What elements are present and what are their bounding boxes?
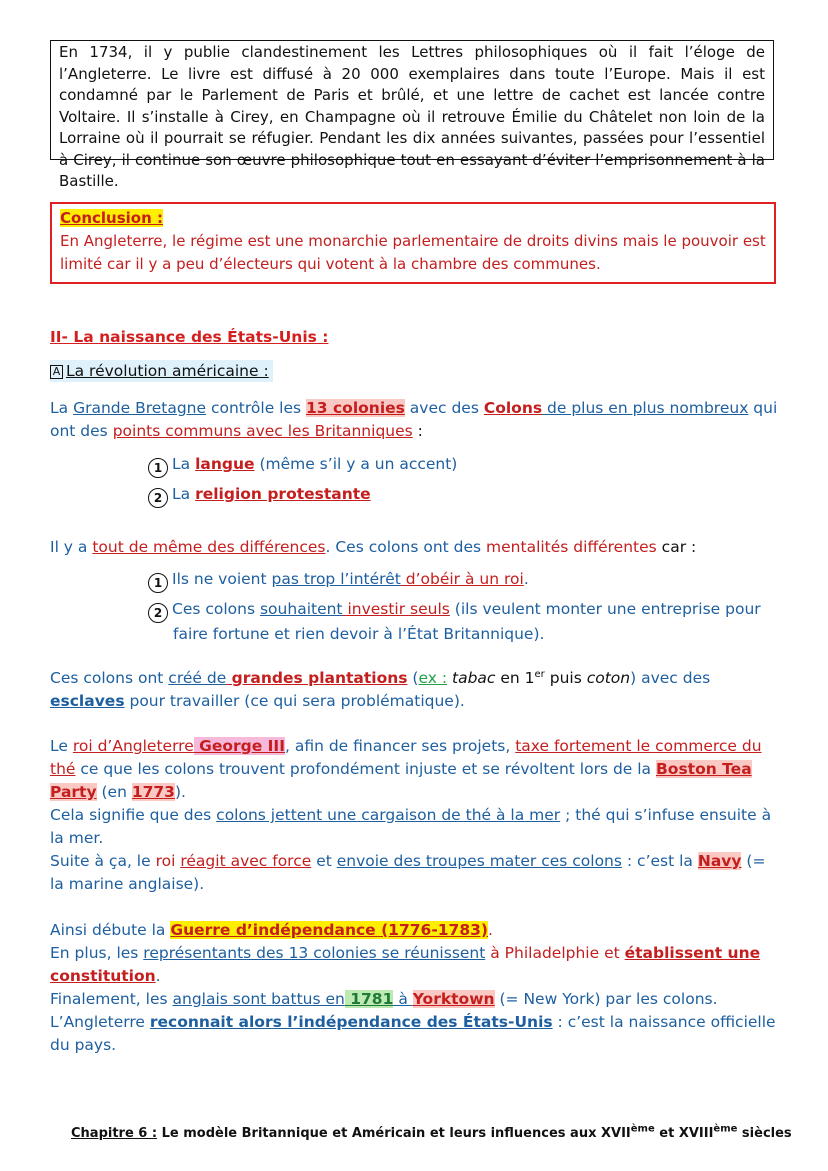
paragraph-yorktown (50, 988, 780, 1011)
term-cargaison: colons jettent une cargaison de thé à la mer (216, 806, 561, 824)
highlight-1781: 1781 (344, 990, 394, 1008)
footer-text: Le modèle Britannique et Américain et leurs influences aux XVII (157, 1126, 631, 1141)
circled-number: 1 (148, 458, 168, 478)
paragraph-plantations (50, 667, 780, 713)
text: pour travailler (ce qui sera problématique). (124, 692, 465, 710)
text: La (50, 399, 74, 417)
text: Cela signifie que des (50, 806, 217, 824)
text: puis (544, 669, 587, 687)
text: : (412, 422, 423, 440)
highlight-1773: 1773 (131, 783, 175, 801)
text: La (172, 485, 196, 503)
paragraph-navy (50, 850, 780, 896)
term-interet: pas trop l’intérêt (271, 570, 401, 588)
text: . (155, 967, 161, 985)
text: ce que les colons trouvent profondément injuste et se révoltent lors de la (75, 760, 656, 778)
text: car : (656, 538, 697, 556)
superscript: ème (713, 1123, 738, 1135)
footer-text: siècles (737, 1126, 792, 1141)
text: en 1 (495, 669, 535, 687)
term-ex: ex : (418, 669, 448, 687)
term-langue: langue (195, 455, 255, 473)
text: L’Angleterre (50, 1013, 150, 1031)
text: faire fortune et rien devoir à l’État Britannique). (173, 625, 545, 643)
term-esclaves: esclaves (50, 692, 125, 710)
footer-chapter-title (71, 1123, 792, 1141)
letter-a-box: A (50, 365, 63, 379)
circled-number: 2 (148, 603, 168, 623)
paragraph-independance (50, 1011, 780, 1057)
circled-number: 2 (148, 488, 168, 508)
text: (= la marine anglaise). (50, 852, 766, 893)
text: , afin de financer ses projets, (284, 737, 516, 755)
term-religion: religion protestante (195, 485, 371, 503)
text: . Ces colons ont des (325, 538, 487, 556)
text: . (487, 921, 493, 939)
term-colons: Colons (483, 399, 543, 417)
text: ). (174, 783, 186, 801)
highlight-boston-tea-party: Boston Tea Party (50, 760, 752, 801)
term-obeir-roi: d’obéir à un roi (400, 570, 524, 588)
term-troupes: envoie des troupes mater ces colons (336, 852, 622, 870)
term-investir-seuls: investir seuls (342, 600, 450, 618)
term-souhaitent: souhaitent (259, 600, 343, 618)
text: : c’est la naissance officielle du pays. (50, 1013, 776, 1054)
term-points-communs: points communs (112, 422, 242, 440)
term-cree-de: créé de (168, 669, 227, 687)
term-representants: représentants des 13 colonies se réunissent (143, 944, 486, 962)
text: ) avec des (630, 669, 711, 687)
list-item (148, 568, 788, 593)
subsection-title-text: La révolution américaine : (66, 362, 269, 380)
text: Le (50, 737, 73, 755)
text: Ces colons ont (50, 669, 169, 687)
text: (= New York) par les colons. (494, 990, 718, 1008)
text: à Philadelphie et (485, 944, 625, 962)
text: avec des (404, 399, 484, 417)
text: et (311, 852, 337, 870)
term-mentalites: mentalités différentes (486, 538, 657, 556)
term-taxe: taxe fortement le commerce du thé (50, 737, 762, 778)
term-constitution: établissent une constitution (50, 944, 761, 985)
text: qui ont des (50, 399, 778, 440)
term-independance: reconnait alors l’indépendance des États-Unis (149, 1013, 553, 1031)
term-coton: coton (586, 669, 631, 687)
term-nombreux: de plus en plus nombreux (542, 399, 749, 417)
subsection-title (50, 360, 273, 382)
highlight-13-colonies: 13 colonies (306, 399, 405, 417)
text: Ils ne voient (172, 570, 272, 588)
term-grande-bretagne: Grande Bretagne (73, 399, 207, 417)
circled-number: 1 (148, 573, 168, 593)
term-differences: tout de même des différences (92, 538, 326, 556)
term-tabac: tabac (447, 669, 496, 687)
text: (ils veulent monter une entreprise pour (449, 600, 761, 618)
paragraph-differences (50, 536, 780, 559)
text: contrôle les (206, 399, 307, 417)
paragraph-guerre (50, 919, 780, 942)
text: ; thé qui s’infuse ensuite à la mer. (50, 806, 772, 847)
footer-text: et XVIII (654, 1126, 714, 1141)
text: Ces colons (172, 600, 260, 618)
section-title: II- La naissance des États-Unis : (50, 328, 329, 346)
text: La (172, 455, 196, 473)
conclusion-box (50, 202, 776, 284)
term-anglais-battus: anglais sont battus en (172, 990, 345, 1008)
intro-text: En 1734, il y publie clandestinement les Lettres philosophiques où il fait l’éloge de l’Angleterre. Le livre est diffusé à 20 000 exemplaires dans toute l’Europe. Mais il est condamné par le Parlement de Paris et brûlé, et une lettre de cachet est lancée contre Voltaire. Il s’installe à Cirey, en Champagne où il retrouve Émilie du Châtelet non loin de la Lorraine où il pourrait se réfugier. Pendant les dix années suivantes, passées pour l’essentiel à Cirey, il continue son œuvre philosophique tout en essayant d’éviter l’emprisonnement à la Bastille. (59, 43, 765, 190)
superscript: ème (630, 1123, 655, 1135)
term-roi-angleterre: roi d’Angleterre (72, 737, 194, 755)
text: à (393, 990, 413, 1008)
text: Suite à ça, le (50, 852, 156, 870)
text: Finalement, les (50, 990, 173, 1008)
highlight-yorktown: Yorktown (412, 990, 495, 1008)
term-britanniques: avec les Britanniques (241, 422, 413, 440)
term-grandes-plantations: grandes plantations (226, 669, 408, 687)
footer-chapter: Chapitre 6 : (71, 1126, 158, 1141)
list-item (148, 453, 788, 478)
conclusion-title: Conclusion : (60, 209, 163, 227)
text: (en (96, 783, 132, 801)
term-roi: roi (155, 852, 176, 870)
text: (même s’il y a un accent) (254, 455, 458, 473)
list-item (148, 598, 788, 646)
paragraph-boston (50, 735, 780, 804)
highlight-george-iii: George III (193, 737, 285, 755)
highlight-navy: Navy (697, 852, 742, 870)
paragraph-colonies (50, 397, 780, 443)
highlight-guerre-independance: Guerre d’indépendance (1776-1783) (170, 921, 488, 939)
text: Ainsi débute la (50, 921, 171, 939)
intro-text-box (50, 40, 774, 190)
term-reagit: réagit avec force (180, 852, 312, 870)
superscript: er (534, 668, 545, 680)
text: En plus, les (50, 944, 144, 962)
text: . (523, 570, 529, 588)
list-item (148, 483, 788, 508)
text: : c’est la (621, 852, 698, 870)
conclusion-text: En Angleterre, le régime est une monarchie parlementaire de droits divins mais le pouvoir est limité car il y a peu d’électeurs qui votent à la chambre des communes. (60, 232, 766, 273)
text: Il y a (50, 538, 93, 556)
paragraph-constitution (50, 942, 780, 988)
paragraph-cargaison (50, 804, 780, 850)
text: ( (407, 669, 419, 687)
